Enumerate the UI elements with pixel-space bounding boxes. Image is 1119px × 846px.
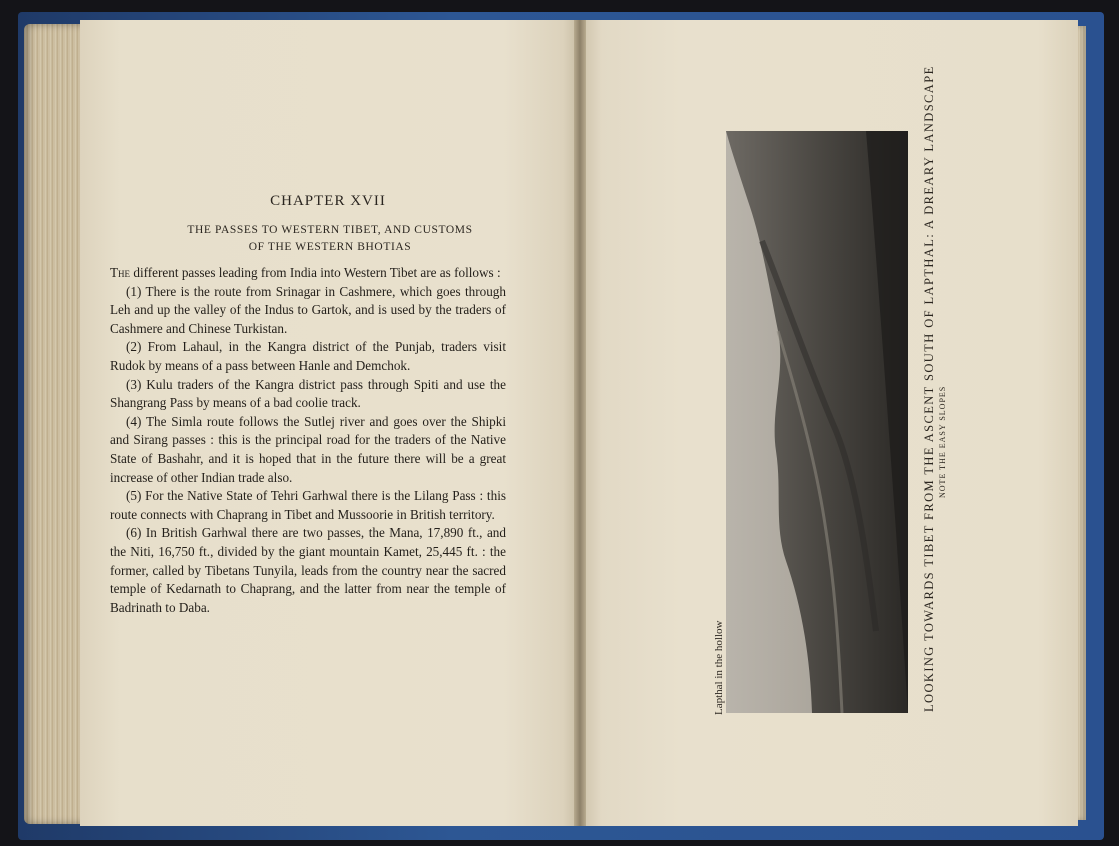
photo-caption-note: NOTE THE EASY SLOPES [938,385,947,498]
intro-text: different passes leading from India into Western Tibet are as follows : [130,265,501,280]
chapter-subtitle-line-1: THE PASSES TO WESTERN TIBET, AND CUSTOMS [187,224,473,236]
landscape-photograph [726,131,908,713]
intro-lead-word: The [110,265,131,280]
photo-side-caption: Lapthal in the hollow [713,620,725,715]
paragraph-4: (4) The Simla route follows the Sutlej river and goes over the Shipki and Sirang passes : this is the principal road for the traders of the Native State of Bashahr, and it is hoped that in the future there will be a great increase of other Indian trade also. [110,413,506,485]
paragraph-6: (6) In British Garhwal there are two passes, the Mana, 17,890 ft., and the Niti, 16,750 ft., divided by the giant mountain Kamet, 25,445 ft. : the former, called by Tibetans Tunyila, leads from the country near the sacred temple of Kedarnath to Chaprang, and the latter from near the temple of Badrinath to Daba. [110,525,506,615]
paragraph-5: (5) For the Native State of Tehri Garhwal there is the Lilang Pass : this route connects with Chaprang in Tibet and Mussoorie in British territory. [110,488,506,522]
photo-caption: LOOKING TOWARDS TIBET FROM THE ASCENT SOUTH OF LAPTHAL: A DREARY LANDSCAPE [922,65,936,712]
chapter-subtitle [150,222,510,256]
paragraph-2: (2) From Lahaul, in the Kangra district of the Punjab, traders visit Rudok by means of a pass between Hanle and Demchok. [110,339,506,373]
chapter-body [110,264,506,617]
paragraph-3: (3) Kulu traders of the Kangra district pass through Spiti and use the Shangrang Pass by means of a bad coolie track. [110,376,506,411]
photo-illustration [726,131,908,713]
intro-paragraph [110,264,506,283]
chapter-subtitle-line-2: OF THE WESTERN BHOTIAS [248,241,412,253]
book-gutter [574,20,586,826]
page-block-edges [24,24,86,824]
chapter-title: CHAPTER XVII [270,193,386,209]
paragraph-1: (1) There is the route from Srinagar in Cashmere, which goes through Leh and up the valley of the Indus to Gartok, and is used by the traders of Cashmere and Chinese Turkistan. [110,283,506,336]
